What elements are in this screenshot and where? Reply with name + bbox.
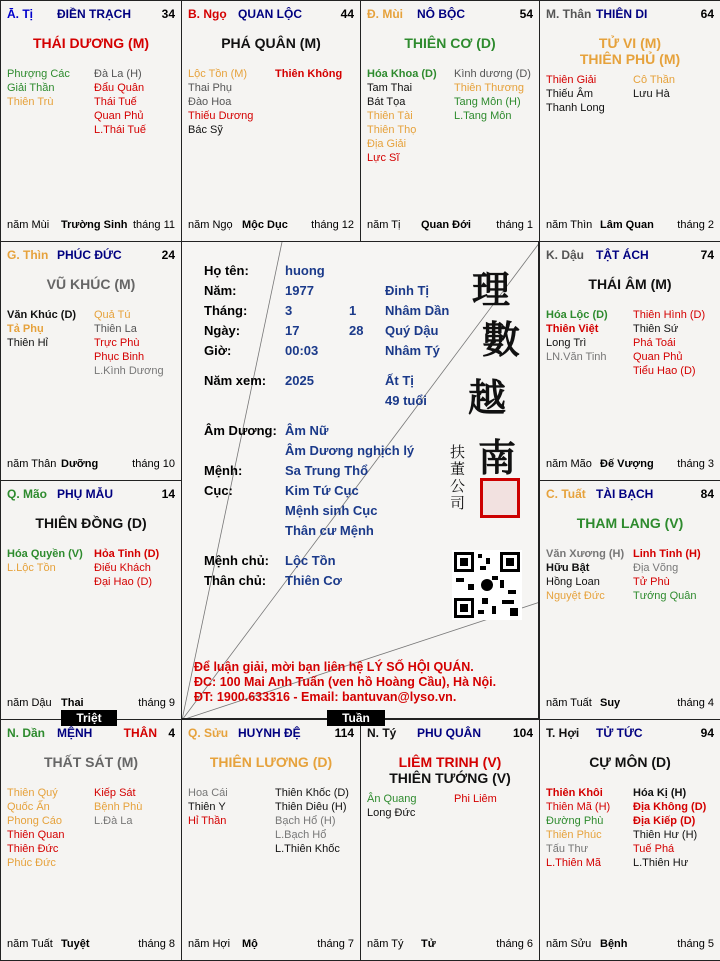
- palace-name: TỬ TỨC: [596, 726, 643, 740]
- palace-hoi[interactable]: [539, 719, 720, 961]
- palace-footer: [546, 219, 714, 233]
- minor-star: Hóa Quyền (V): [7, 548, 83, 560]
- major-period: 74: [700, 248, 714, 262]
- main-star: PHÁ QUÂN (M): [221, 35, 321, 51]
- minor-star: Thái Tuế: [94, 96, 137, 108]
- minor-star: Hóa Khoa (D): [367, 68, 437, 80]
- left-stars: [546, 786, 610, 870]
- right-stars: [94, 786, 142, 828]
- calligraphy-char: 越: [468, 375, 507, 420]
- minor-star: Thiên Mã (H): [546, 801, 611, 813]
- palace-name: PHÚC ĐỨC: [57, 248, 122, 262]
- main-star: THAM LANG (V): [576, 515, 684, 531]
- major-period: 114: [334, 726, 354, 740]
- minor-star: Tấu Thư: [546, 843, 589, 855]
- minor-star: L.Kình Dương: [94, 365, 164, 377]
- seal-char: 司: [450, 494, 466, 512]
- info-label: Ngày:: [204, 323, 241, 338]
- right-stars: [94, 308, 164, 378]
- life-stage: Mộc Dục: [242, 219, 288, 231]
- minor-star: Phục Binh: [94, 351, 145, 363]
- info-value: Thân cư Mệnh: [285, 523, 374, 538]
- main-star: THIÊN ĐỒNG (D): [35, 515, 147, 531]
- branch-label: K. Dậu: [546, 248, 585, 262]
- right-stars: [633, 308, 705, 378]
- info-label: Năm xem:: [204, 373, 267, 388]
- info-value: 2025: [285, 373, 314, 388]
- minor-star: Thiên Việt: [546, 323, 599, 335]
- palace-mui[interactable]: [360, 0, 540, 242]
- palace-footer: [367, 219, 533, 233]
- minor-star: Thiên Thương: [454, 82, 525, 94]
- minor-star: Thiên Hình (D): [633, 309, 706, 321]
- info-value: Mệnh sinh Cục: [285, 503, 378, 518]
- info-value: 17: [285, 323, 300, 338]
- minor-star: Phá Toái: [633, 337, 676, 349]
- info-value: 00:03: [285, 343, 319, 358]
- palace-footer: [546, 938, 714, 952]
- minor-star: Phúc Đức: [7, 857, 56, 869]
- life-stage: Thai: [61, 697, 84, 709]
- left-stars: [188, 786, 228, 828]
- minor-star: Cô Thần: [633, 74, 675, 86]
- minor-star: Văn Khúc (D): [7, 309, 77, 321]
- info-label: Năm:: [204, 283, 237, 298]
- minor-star: Tử Phù: [633, 576, 670, 588]
- left-stars: [546, 308, 608, 364]
- calligraphy-char: 理: [472, 267, 511, 312]
- info-value-canchi: Ất Tị: [385, 373, 414, 388]
- minor-star: Thiên Diêu (H): [275, 801, 347, 813]
- info-label: Giờ:: [204, 343, 232, 358]
- main-star: VŨ KHÚC (M): [46, 276, 136, 292]
- palace-name: MỆNH: [57, 726, 93, 740]
- minor-star: Đẩu Quân: [94, 82, 145, 94]
- palace-name: ĐIỀN TRẠCH: [57, 7, 131, 21]
- info-value: Sa Trung Thổ: [285, 463, 369, 478]
- palace-footer: [546, 697, 714, 711]
- info-label: Họ tên:: [204, 263, 249, 278]
- minor-star: Thiên Không: [275, 68, 343, 80]
- minor-star: Thiếu Âm: [546, 88, 594, 100]
- month-label: tháng 9: [138, 697, 175, 709]
- minor-star: Kiếp Sát: [94, 787, 136, 799]
- major-period: 14: [161, 487, 175, 501]
- info-value: 1977: [285, 283, 314, 298]
- main-star: CỰ MÔN (D): [589, 754, 671, 770]
- palace-tuat[interactable]: [539, 480, 720, 720]
- minor-star: Thiên Đức: [7, 843, 59, 855]
- left-stars: [7, 308, 76, 350]
- minor-star: Bát Tọa: [367, 96, 406, 108]
- contact-line: ĐC: 100 Mai Anh Tuấn (ven hồ Hoàng Cầu), Hà Nội.: [194, 675, 497, 689]
- month-label: tháng 10: [132, 458, 175, 470]
- info-value: huong: [285, 263, 325, 278]
- palace-header: [7, 487, 175, 503]
- minor-star: Đường Phù: [546, 815, 604, 827]
- main-star: THIÊN LƯƠNG (D): [209, 754, 333, 770]
- info-value: Kim Tứ Cục: [285, 483, 359, 498]
- life-stage: Suy: [600, 697, 621, 709]
- seal-char: 董: [450, 460, 466, 478]
- tuan-marker: Tuần: [327, 710, 385, 726]
- palace-ty2[interactable]: [360, 719, 540, 961]
- red-seal-stamp: [480, 478, 520, 518]
- year-label: năm Tuất: [7, 938, 53, 950]
- minor-star: Hóa Kị (H): [633, 787, 687, 799]
- minor-star: Thiên Hỉ: [7, 337, 48, 349]
- minor-star: Tiểu Hao (D): [633, 365, 696, 377]
- right-stars: [633, 786, 706, 870]
- info-value: 3: [285, 303, 293, 318]
- minor-star: Phi Liêm: [454, 793, 497, 805]
- palace-footer: [188, 938, 354, 952]
- minor-star: Thiên Sứ: [633, 323, 679, 335]
- year-label: năm Dậu: [7, 697, 52, 709]
- year-label: năm Tuất: [546, 697, 592, 709]
- minor-star: Nguyệt Đức: [546, 590, 605, 602]
- palace-footer: [546, 458, 714, 472]
- life-stage: Mộ: [242, 938, 258, 950]
- minor-star: L.Thiên Hư: [633, 857, 689, 869]
- branch-label: T. Hợi: [546, 726, 580, 740]
- minor-star: Kình dương (D): [454, 68, 531, 80]
- palace-header: [367, 726, 533, 742]
- than-label: THÂN: [123, 726, 157, 740]
- minor-star: Lưu Hà: [633, 88, 670, 100]
- palace-thin[interactable]: [0, 241, 182, 481]
- minor-star: Thai Phụ: [188, 82, 233, 94]
- palace-footer: [7, 697, 175, 711]
- minor-star: Thiên Trù: [7, 96, 54, 108]
- right-stars: [633, 73, 675, 101]
- life-stage: Bệnh: [600, 938, 628, 950]
- info-value: Âm Nữ: [285, 423, 329, 438]
- minor-star: L.Bạch Hổ: [275, 829, 327, 841]
- branch-label: G. Thìn: [7, 248, 49, 262]
- major-period: 44: [340, 7, 354, 21]
- minor-star: Lộc Tồn (M): [188, 68, 248, 80]
- left-stars: [367, 67, 437, 165]
- minor-star: Đà La (H): [94, 68, 142, 80]
- minor-star: Địa Kiếp (D): [633, 815, 696, 827]
- qr-code[interactable]: [452, 550, 522, 620]
- palace-name: PHỤ MẪU: [57, 487, 113, 501]
- minor-star: Đại Hao (D): [94, 576, 153, 588]
- life-stage: Lâm Quan: [600, 219, 654, 231]
- branch-label: N. Tý: [367, 726, 397, 740]
- major-period: 24: [161, 248, 175, 262]
- palace-ty[interactable]: [0, 0, 182, 242]
- main-star: THIÊN CƠ (D): [404, 35, 496, 51]
- info-value-canchi: Đinh Tị: [385, 283, 430, 298]
- main-star: THIÊN PHỦ (M): [579, 51, 681, 67]
- info-value: Thiên Cơ: [285, 573, 342, 588]
- minor-star: Thiên Hư (H): [633, 829, 698, 841]
- left-stars: [546, 547, 624, 603]
- calligraphy-char: 南: [478, 435, 517, 480]
- life-stage: Quan Đới: [421, 219, 471, 231]
- major-period: 104: [512, 726, 533, 740]
- minor-star: Thiên Thọ: [367, 124, 417, 136]
- right-stars: [94, 547, 159, 589]
- year-label: năm Mão: [546, 458, 592, 470]
- minor-star: Tuế Phá: [633, 843, 675, 855]
- branch-label: N. Dần: [7, 726, 46, 740]
- info-label: Mệnh chủ:: [204, 553, 269, 568]
- palace-name: PHU QUÂN: [417, 726, 482, 740]
- minor-star: Thanh Long: [546, 102, 605, 114]
- major-period: 64: [700, 7, 714, 21]
- main-star: THÁI DƯƠNG (M): [32, 35, 150, 51]
- minor-star: Quốc Ấn: [7, 801, 50, 813]
- minor-star: Thiên Khốc (D): [275, 787, 349, 799]
- major-period: 34: [161, 7, 175, 21]
- info-value: Lộc Tồn: [285, 553, 336, 568]
- major-period: 84: [700, 487, 714, 501]
- life-stage: Tử: [421, 938, 436, 950]
- year-label: năm Tị: [367, 219, 401, 231]
- branch-label: Ā. Tị: [7, 7, 33, 21]
- minor-star: Hữu Bật: [546, 562, 590, 574]
- center-info-panel: [181, 241, 539, 719]
- minor-star: Trực Phù: [94, 337, 140, 349]
- info-value-canchi: Nhâm Dần: [385, 303, 450, 318]
- calligraphy-char: 數: [482, 317, 521, 362]
- right-stars: [275, 67, 342, 81]
- year-label: năm Ngọ: [188, 219, 233, 231]
- contact-line: Để luận giải, mời bạn liên hệ LÝ SỐ HỘI QUÁN.: [194, 660, 474, 674]
- left-stars: [7, 67, 70, 109]
- year-label: năm Thìn: [546, 219, 593, 231]
- minor-star: Giải Thần: [7, 82, 55, 94]
- info-value-lunar: 28: [349, 323, 364, 338]
- minor-star: Long Trì: [546, 337, 587, 349]
- month-label: tháng 11: [132, 219, 175, 231]
- major-period: 4: [168, 726, 175, 740]
- left-stars: [367, 792, 417, 820]
- right-stars: [454, 67, 531, 123]
- palace-name: NÔ BỘC: [417, 7, 465, 21]
- triet-marker: Triệt: [61, 710, 117, 726]
- main-star: THÁI ÂM (M): [588, 276, 672, 292]
- palace-name: TẬT ÁCH: [596, 248, 649, 262]
- main-star: LIÊM TRINH (V): [398, 754, 502, 770]
- minor-star: Điếu Khách: [94, 562, 151, 574]
- year-label: năm Tý: [367, 938, 404, 950]
- year-label: năm Mùi: [7, 219, 50, 231]
- seal-char: 公: [450, 477, 466, 495]
- month-label: tháng 12: [311, 219, 354, 231]
- minor-star: Thiếu Dương: [188, 110, 254, 122]
- minor-star: L.Thiên Mã: [546, 857, 602, 869]
- minor-star: Thiên Tài: [367, 110, 413, 122]
- palace-footer: [7, 938, 175, 952]
- minor-star: Tam Thai: [367, 82, 413, 94]
- year-label: năm Sửu: [546, 938, 592, 950]
- palace-header: [367, 7, 533, 23]
- palace-footer: [7, 458, 175, 472]
- minor-star: Địa Giải: [367, 138, 407, 150]
- palace-name: QUAN LỘC: [238, 7, 302, 21]
- palace-header: [188, 7, 354, 23]
- palace-mao[interactable]: [0, 480, 182, 720]
- branch-label: Đ. Mùi: [367, 7, 403, 21]
- left-stars: [188, 67, 253, 137]
- info-value-canchi: Nhâm Tý: [385, 343, 440, 358]
- right-stars: [94, 67, 146, 137]
- left-stars: [546, 73, 605, 115]
- palace-footer: [367, 938, 533, 952]
- life-stage: Tuyệt: [61, 938, 90, 950]
- palace-header: [7, 7, 175, 23]
- month-label: tháng 7: [317, 938, 354, 950]
- minor-star: Thiên Y: [188, 801, 226, 813]
- minor-star: Văn Xương (H): [546, 548, 625, 560]
- life-stage: Đế Vượng: [600, 458, 654, 470]
- minor-star: Thiên Khôi: [546, 787, 603, 799]
- minor-star: L.Lộc Tồn: [7, 562, 56, 574]
- life-stage: Trường Sinh: [61, 219, 128, 231]
- minor-star: Thiên Quan: [7, 829, 65, 841]
- branch-label: C. Tuất: [546, 487, 586, 501]
- info-value-lunar: 1: [349, 303, 357, 318]
- major-period: 94: [700, 726, 714, 740]
- minor-star: Hóa Lộc (D): [546, 309, 608, 321]
- palace-dau[interactable]: [539, 241, 720, 481]
- branch-label: B. Ngọ: [188, 7, 227, 21]
- contact-line: ĐT: 1900.633316 - Email: bantuvan@lyso.vn.: [194, 690, 457, 704]
- minor-star: Tả Phụ: [7, 323, 44, 335]
- minor-star: Linh Tinh (H): [633, 548, 701, 560]
- info-value: Âm Dương nghịch lý: [285, 443, 415, 458]
- left-stars: [7, 786, 64, 870]
- minor-star: Thiên Quý: [7, 787, 58, 799]
- minor-star: Quan Phủ: [94, 110, 144, 122]
- info-value-canchi: 49 tuổi: [385, 393, 427, 408]
- minor-star: Thiên Giải: [546, 74, 597, 86]
- info-label: Mệnh:: [204, 463, 243, 478]
- minor-star: Đào Hoa: [188, 96, 232, 108]
- minor-star: Quan Phủ: [633, 351, 683, 363]
- minor-star: Địa Không (D): [633, 801, 707, 813]
- main-star: THẤT SÁT (M): [43, 754, 139, 770]
- minor-star: Bạch Hổ (H): [275, 815, 336, 827]
- major-period: 54: [519, 7, 533, 21]
- branch-label: Q. Sửu: [188, 726, 229, 740]
- minor-star: Long Đức: [367, 807, 416, 819]
- year-label: năm Hợi: [188, 938, 231, 950]
- palace-name: HUYNH ĐỆ: [238, 726, 301, 740]
- month-label: tháng 4: [677, 697, 714, 709]
- info-label: Thân chủ:: [204, 573, 267, 588]
- palace-header: [7, 726, 175, 742]
- minor-star: L.Thiên Khốc: [275, 843, 340, 855]
- palace-suu[interactable]: [181, 719, 361, 961]
- palace-name: TÀI BẠCH: [596, 487, 654, 501]
- minor-star: Hồng Loan: [546, 576, 600, 588]
- palace-than[interactable]: [539, 0, 720, 242]
- seal-vertical-text: [450, 444, 466, 512]
- minor-star: Thiên La: [94, 323, 137, 335]
- minor-star: Địa Võng: [633, 562, 679, 574]
- minor-star: Hỏa Tinh (D): [94, 548, 160, 560]
- minor-star: L.Tang Môn: [454, 110, 512, 122]
- main-star: TỬ VI (M): [598, 35, 662, 51]
- right-stars: [454, 792, 497, 806]
- palace-footer: [188, 219, 354, 233]
- month-label: tháng 5: [677, 938, 714, 950]
- minor-star: Lực Sĩ: [367, 152, 400, 164]
- palace-dan[interactable]: [0, 719, 182, 961]
- minor-star: L.Đà La: [94, 815, 133, 827]
- palace-ngo[interactable]: [181, 0, 361, 242]
- branch-label: Q. Mão: [7, 487, 48, 501]
- minor-star: Phong Cáo: [7, 815, 63, 827]
- minor-star: Phượng Các: [7, 68, 70, 80]
- palace-header: [546, 487, 714, 503]
- minor-star: Tướng Quân: [633, 590, 697, 602]
- palace-header: [188, 726, 354, 742]
- minor-star: Quả Tú: [94, 309, 131, 321]
- info-label: Âm Dương:: [204, 423, 277, 438]
- main-star: THIÊN TƯỚNG (V): [389, 770, 511, 786]
- month-label: tháng 8: [138, 938, 175, 950]
- month-label: tháng 2: [677, 219, 714, 231]
- minor-star: Tang Môn (H): [454, 96, 521, 108]
- palace-header: [546, 726, 714, 742]
- palace-footer: [7, 219, 175, 233]
- year-label: năm Thân: [7, 458, 57, 470]
- info-value-canchi: Quý Dậu: [385, 323, 439, 338]
- month-label: tháng 3: [677, 458, 714, 470]
- month-label: tháng 1: [496, 219, 533, 231]
- minor-star: L.Thái Tuế: [94, 124, 146, 136]
- right-stars: [275, 786, 349, 856]
- minor-star: LN.Văn Tinh: [546, 351, 607, 363]
- branch-label: M. Thân: [546, 7, 592, 21]
- info-label: Tháng:: [204, 303, 248, 318]
- month-label: tháng 6: [496, 938, 533, 950]
- palace-header: [546, 248, 714, 264]
- minor-star: Bác Sỹ: [188, 124, 223, 136]
- seal-char: 扶: [450, 443, 466, 461]
- minor-star: Ân Quang: [367, 793, 417, 805]
- minor-star: Thiên Phúc: [546, 829, 602, 841]
- info-label: Cục:: [204, 483, 233, 498]
- minor-star: Hỉ Thần: [188, 815, 227, 827]
- minor-star: Bệnh Phù: [94, 801, 143, 813]
- left-stars: [7, 547, 83, 575]
- palace-name: THIÊN DI: [596, 7, 648, 21]
- minor-star: Hoa Cái: [188, 787, 228, 799]
- life-stage: Dưỡng: [61, 458, 99, 470]
- palace-header: [546, 7, 714, 23]
- palace-header: [7, 248, 175, 264]
- right-stars: [633, 547, 701, 603]
